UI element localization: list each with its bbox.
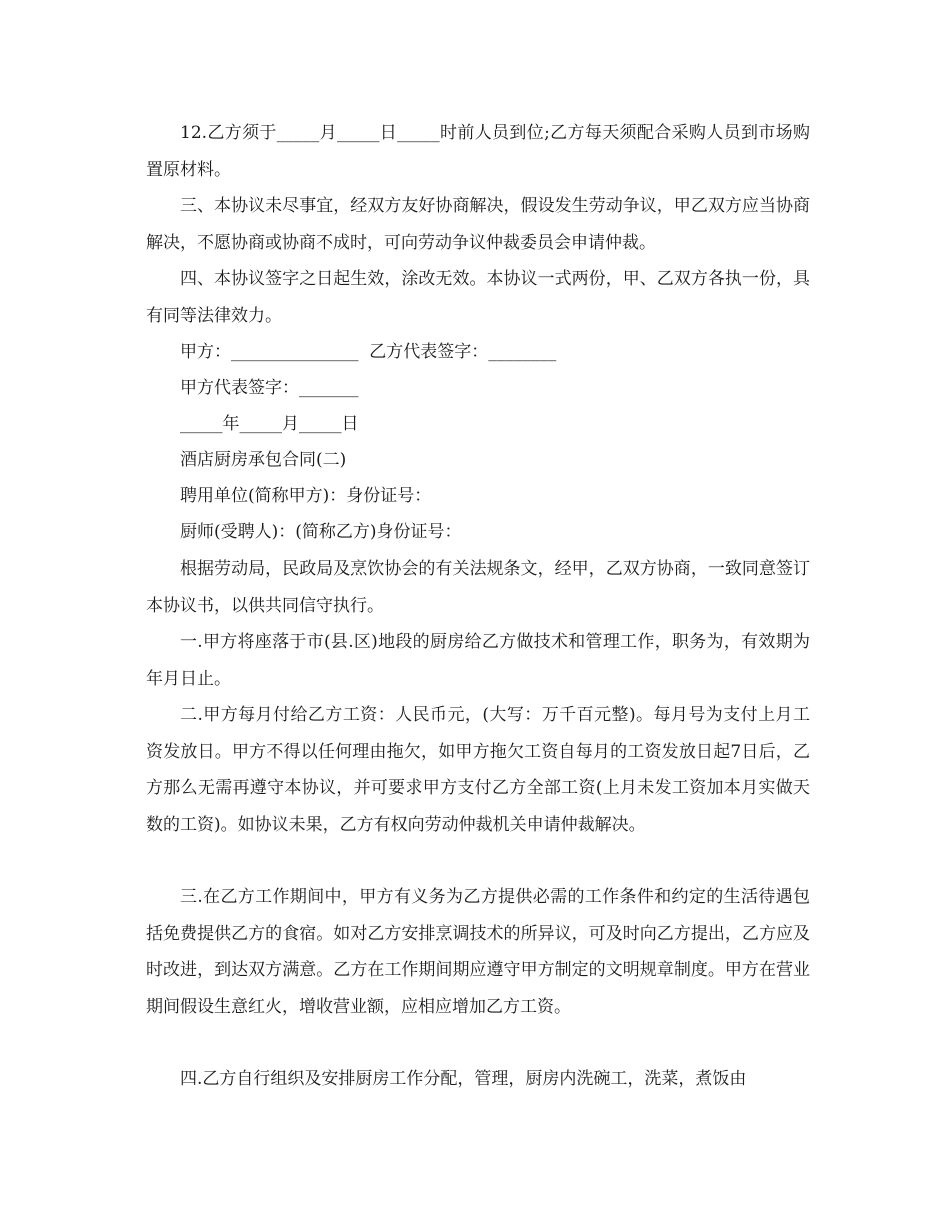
contract2-clause-two: 二.甲方每月付给乙方工资：人民币元，(大写：万千百元整)。每月号为支付上月工资发放日。甲方不得以任何理由拖欠，如甲方拖欠工资自每月的工资发放日起7日后，乙方那么无需再遵守本协议，并可要求甲方支付乙方全部工资(上月未发工资加本月实做天数的工资)。如协议未果，乙方有权向劳动仲裁机关申请仲裁解决。 (146, 705, 810, 835)
contract2-preamble: 根据劳动局，民政局及烹饮协会的有关法规条文，经甲，乙双方协商，一致同意签订本协议书，以供共同信守执行。 (146, 559, 810, 616)
signature-party-a: 甲方：_______________ 乙方代表签字：________ (180, 342, 557, 362)
contract2-clause-four: 四.乙方自行组织及安排厨房工作分配，管理，厨房内洗碗工，洗菜，煮饭由 (180, 1069, 747, 1089)
contract2-clause-three: 三.在乙方工作期间中，甲方有义务为乙方提供必需的工作条件和约定的生活待遇包括免费提供乙方的食宿。如对乙方安排烹调技术的所异议，可及时向乙方提出，乙方应及时改进，到达双方满意。乙方在工作期间期应遵守甲方制定的文明规章制度。甲方在营业期间假设生意红火，增收营业额，应相应增加乙方工资。 (146, 887, 810, 1017)
contract2-clause-one: 一.甲方将座落于市(县.区)地段的厨房给乙方做技术和管理工作，职务为，有效期为年月日止。 (146, 632, 810, 689)
clause-12: 12.乙方须于_____月_____日_____时前人员到位;乙方每天须配合采购人员到市场购置原材料。 (146, 123, 810, 180)
contract2-employer: 聘用单位(简称甲方)：身份证号： (180, 486, 432, 506)
clause-three: 三、本协议未尽事宜，经双方友好协商解决，假设发生劳动争议，甲乙双方应当协商解决，不愿协商或协商不成时，可向劳动争议仲裁委员会申请仲裁。 (146, 196, 810, 253)
clause-four: 四、本协议签字之日起生效，涂改无效。本协议一式两份，甲、乙双方各执一份，具有同等法律效力。 (146, 269, 810, 326)
contract2-title: 酒店厨房承包合同(二) (180, 450, 347, 470)
signature-party-a-rep: 甲方代表签字：_______ (180, 378, 359, 398)
signature-date: _____年_____月_____日 (180, 414, 359, 434)
contract2-chef: 厨师(受聘人)：(简称乙方)身份证号： (180, 522, 462, 542)
